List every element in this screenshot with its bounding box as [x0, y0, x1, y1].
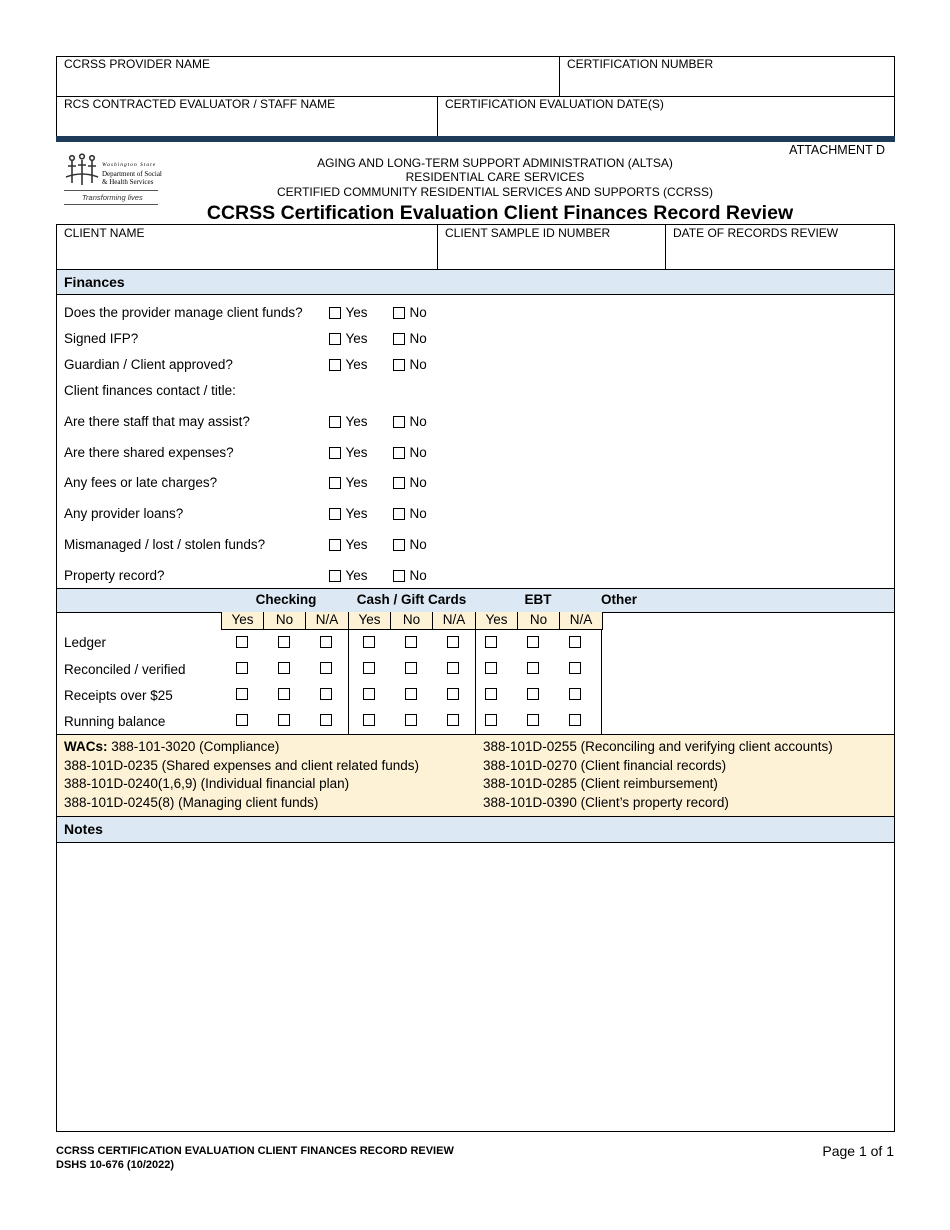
yes-label: Yes — [345, 475, 368, 490]
yes-option[interactable] — [329, 567, 367, 585]
question-label: Mismanaged / lost / stolen funds? — [64, 537, 266, 552]
grid-checkbox[interactable] — [363, 636, 375, 648]
question-row — [64, 330, 884, 348]
grid-checkbox[interactable] — [569, 688, 581, 700]
running-balance-checkboxes — [221, 714, 602, 728]
no-option[interactable] — [393, 474, 427, 492]
provider-name-field[interactable]: CCRSS PROVIDER NAME — [64, 57, 211, 71]
yes-checkbox[interactable] — [329, 307, 341, 319]
account-row-label: Running balance — [64, 714, 166, 729]
group-ebt: EBT — [524, 592, 552, 607]
grid-checkbox[interactable] — [278, 662, 290, 674]
yes-option[interactable] — [329, 330, 367, 348]
logo-dept2: & Health Services — [102, 178, 154, 186]
grid-checkbox[interactable] — [320, 636, 332, 648]
question-label: Are there shared expenses? — [64, 445, 234, 460]
question-row — [64, 536, 884, 554]
grid-checkbox[interactable] — [236, 636, 248, 648]
question-row — [64, 413, 884, 431]
yes-option[interactable] — [329, 505, 367, 523]
grid-checkbox[interactable] — [527, 636, 539, 648]
wacs-left — [64, 738, 474, 812]
grid-checkbox[interactable] — [320, 688, 332, 700]
evaluation-dates-field[interactable]: CERTIFICATION EVALUATION DATE(S) — [445, 97, 664, 111]
no-option[interactable] — [393, 304, 427, 322]
grid-checkbox[interactable] — [485, 636, 497, 648]
question-label: Any provider loans? — [64, 506, 184, 521]
yes-option[interactable] — [329, 413, 367, 431]
records-review-date-field[interactable]: DATE OF RECORDS REVIEW — [673, 226, 839, 240]
yes-option[interactable] — [329, 444, 367, 462]
yes-checkbox[interactable] — [329, 416, 341, 428]
no-label: No — [409, 475, 427, 490]
top-form-vdiv2 — [437, 96, 438, 137]
question-row — [64, 356, 884, 374]
question-row — [64, 474, 884, 492]
no-label: No — [409, 331, 427, 346]
account-row-label: Reconciled / verified — [64, 662, 186, 677]
yes-checkbox[interactable] — [329, 539, 341, 551]
grid-checkbox[interactable] — [405, 714, 417, 726]
logo-state: Washington State — [102, 162, 157, 168]
client-sample-id-field[interactable]: CLIENT SAMPLE ID NUMBER — [445, 226, 611, 240]
top-form-vdiv1 — [559, 56, 560, 96]
wac-reference: 388-101D-0285 (Client reimbursement) — [483, 776, 718, 791]
question-label: Are there staff that may assist? — [64, 414, 250, 429]
client-row-vdiv1 — [437, 224, 438, 269]
page-title: CCRSS Certification Evaluation Client Finances Record Review — [206, 202, 794, 224]
logo-dept1: Department of Social — [102, 170, 162, 178]
ebt-na-header: N/A — [560, 612, 603, 630]
grid-checkbox[interactable] — [405, 662, 417, 674]
grid-checkbox[interactable] — [527, 662, 539, 674]
question-label: Signed IFP? — [64, 331, 139, 346]
group-checking: Checking — [255, 592, 317, 607]
no-checkbox[interactable] — [393, 416, 405, 428]
no-checkbox[interactable] — [393, 539, 405, 551]
yes-label: Yes — [345, 305, 368, 320]
no-option[interactable] — [393, 505, 427, 523]
question-row — [64, 444, 884, 462]
group-cash-gift-cards: Cash / Gift Cards — [356, 592, 467, 607]
grid-checkbox[interactable] — [447, 714, 459, 726]
grid-checkbox[interactable] — [569, 714, 581, 726]
grid-checkbox[interactable] — [569, 662, 581, 674]
yes-checkbox[interactable] — [329, 447, 341, 459]
cash-na-header: N/A — [433, 612, 476, 630]
no-label: No — [409, 506, 427, 521]
checking-no-header: No — [264, 612, 306, 630]
wac-reference: 388-101D-0240(1,6,9) (Individual financial plan) — [64, 776, 350, 791]
grid-checkbox[interactable] — [236, 688, 248, 700]
no-option[interactable] — [393, 444, 427, 462]
wac-reference: 388-101-3020 (Compliance) — [111, 739, 280, 754]
header-line-3: CERTIFIED COMMUNITY RESIDENTIAL SERVICES AND SUPPORTS (CCRSS) — [276, 185, 714, 199]
yes-checkbox[interactable] — [329, 508, 341, 520]
no-option[interactable] — [393, 413, 427, 431]
no-label: No — [409, 445, 427, 460]
receipts-checkboxes — [221, 688, 602, 702]
no-checkbox[interactable] — [393, 359, 405, 371]
grid-checkbox[interactable] — [236, 714, 248, 726]
wac-reference: 388-101D-0390 (Client’s property record) — [483, 794, 729, 810]
grid-checkbox[interactable] — [236, 662, 248, 674]
no-label: No — [409, 305, 427, 320]
no-checkbox[interactable] — [393, 508, 405, 520]
header-line-1: AGING AND LONG-TERM SUPPORT ADMINISTRATION (ALTSA) — [317, 156, 673, 170]
grid-checkbox[interactable] — [485, 688, 497, 700]
checking-yes-header: Yes — [222, 612, 264, 630]
no-checkbox[interactable] — [393, 333, 405, 345]
no-label: No — [409, 568, 427, 583]
yes-option[interactable] — [329, 356, 367, 374]
attachment-label: ATTACHMENT D — [789, 143, 885, 157]
no-checkbox[interactable] — [393, 307, 405, 319]
wacs-label: WACs: — [64, 739, 108, 754]
ledger-checkboxes — [221, 636, 602, 650]
grid-checkbox[interactable] — [447, 688, 459, 700]
no-option[interactable] — [393, 567, 427, 585]
question-row — [64, 567, 884, 585]
cash-no-header: No — [391, 612, 433, 630]
wac-reference: 388-101D-0245(8) (Managing client funds) — [64, 794, 319, 810]
wacs-block — [57, 734, 894, 817]
wac-reference: 388-101D-0235 (Shared expenses and client related funds) — [64, 757, 419, 773]
yes-label: Yes — [345, 537, 368, 552]
grid-checkbox[interactable] — [363, 688, 375, 700]
logo-tagline: Transforming lives — [82, 193, 143, 202]
yes-option[interactable] — [329, 304, 367, 322]
yes-label: Yes — [345, 506, 368, 521]
ebt-no-header: No — [518, 612, 560, 630]
yes-option[interactable] — [329, 536, 367, 554]
wac-reference: 388-101D-0255 (Reconciling and verifying client accounts) — [483, 739, 833, 754]
ebt-yes-header: Yes — [476, 612, 518, 630]
grid-checkbox[interactable] — [278, 688, 290, 700]
logo-rule — [64, 190, 158, 191]
yes-option[interactable] — [329, 474, 367, 492]
question-label: Any fees or late charges? — [64, 475, 218, 490]
question-row — [64, 382, 884, 400]
yes-label: Yes — [345, 445, 368, 460]
yes-label: Yes — [345, 357, 368, 372]
question-label: Property record? — [64, 568, 165, 583]
footer-form-title: CCRSS CERTIFICATION EVALUATION CLIENT FINANCES RECORD REVIEW — [56, 1145, 454, 1157]
client-name-field[interactable]: CLIENT NAME — [64, 226, 145, 240]
page-number: Page 1 of 1 — [822, 1143, 894, 1159]
no-label: No — [409, 414, 427, 429]
finance-questions — [57, 296, 894, 588]
grid-checkbox[interactable] — [569, 636, 581, 648]
grid-checkbox[interactable] — [320, 662, 332, 674]
yes-checkbox[interactable] — [329, 570, 341, 582]
grid-checkbox[interactable] — [405, 636, 417, 648]
no-label: No — [409, 357, 427, 372]
wacs-right — [483, 738, 893, 812]
yes-checkbox[interactable] — [329, 359, 341, 371]
question-row — [64, 505, 884, 523]
grid-checkbox[interactable] — [447, 636, 459, 648]
header-rule — [56, 136, 895, 142]
grid-checkbox[interactable] — [527, 714, 539, 726]
no-checkbox[interactable] — [393, 570, 405, 582]
notes-area[interactable] — [57, 843, 894, 1131]
question-label: Does the provider manage client funds? — [64, 305, 303, 320]
dshs-logo-icon — [64, 153, 100, 189]
account-row-label: Ledger — [64, 635, 107, 650]
evaluator-name-field[interactable]: RCS CONTRACTED EVALUATOR / STAFF NAME — [64, 97, 336, 111]
question-label: Guardian / Client approved? — [64, 357, 233, 372]
certification-number-field[interactable]: CERTIFICATION NUMBER — [567, 57, 714, 71]
cash-yes-header: Yes — [349, 612, 391, 630]
no-option[interactable] — [393, 536, 427, 554]
yes-checkbox[interactable] — [329, 333, 341, 345]
question-row — [64, 304, 884, 322]
yes-label: Yes — [345, 331, 368, 346]
accounts-subheader — [221, 612, 602, 630]
finances-contact-field[interactable]: Client finances contact / title: — [64, 383, 236, 398]
checking-na-header: N/A — [306, 612, 349, 630]
footer-form-number: DSHS 10-676 (10/2022) — [56, 1159, 175, 1171]
client-row-vdiv2 — [665, 224, 666, 269]
group-other: Other — [601, 592, 638, 607]
no-option[interactable] — [393, 330, 427, 348]
grid-checkbox[interactable] — [527, 688, 539, 700]
finances-heading: Finances — [57, 269, 894, 295]
grid-checkbox[interactable] — [363, 714, 375, 726]
no-checkbox[interactable] — [393, 447, 405, 459]
yes-label: Yes — [345, 414, 368, 429]
yes-checkbox[interactable] — [329, 477, 341, 489]
account-row-label: Receipts over $25 — [64, 688, 173, 703]
grid-checkbox[interactable] — [320, 714, 332, 726]
grid-checkbox[interactable] — [485, 714, 497, 726]
grid-checkbox[interactable] — [485, 662, 497, 674]
no-checkbox[interactable] — [393, 477, 405, 489]
no-label: No — [409, 537, 427, 552]
grid-checkbox[interactable] — [447, 662, 459, 674]
grid-checkbox[interactable] — [278, 636, 290, 648]
header-line-2: RESIDENTIAL CARE SERVICES — [405, 170, 585, 184]
yes-label: Yes — [345, 568, 368, 583]
wac-reference: 388-101D-0270 (Client financial records) — [483, 757, 727, 773]
notes-heading: Notes — [57, 817, 894, 843]
dshs-logo — [62, 152, 162, 206]
reconciled-checkboxes — [221, 662, 602, 676]
no-option[interactable] — [393, 356, 427, 374]
grid-checkbox[interactable] — [363, 662, 375, 674]
grid-checkbox[interactable] — [278, 714, 290, 726]
grid-checkbox[interactable] — [405, 688, 417, 700]
